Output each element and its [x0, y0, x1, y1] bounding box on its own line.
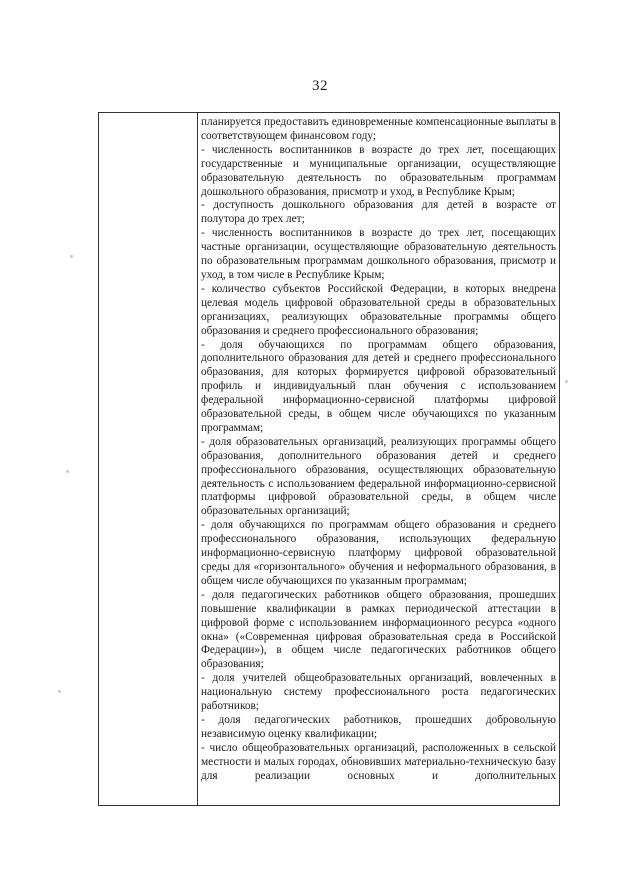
- scan-speck: [58, 690, 61, 693]
- paragraph: - численность воспитанников в возрасте до трех лет, посещающих государственные и муниципальные организации, осуществляющие образовательную деятельность по образовательным программам дошкольного образования, присмотр и уход, в Республике Крым;: [201, 143, 556, 198]
- scan-speck: [66, 470, 69, 473]
- paragraph: - доля педагогических работников, прошедших добровольную независимую оценку квалификации;: [201, 713, 556, 740]
- paragraph: планируется предоставить единовременные компенсационные выплаты в соответствующем финансовом году;: [201, 116, 556, 142]
- paragraph: - количество субъектов Российской Федерации, в которых внедрена целевая модель цифровой образовательной среды в образовательных организациях, реализующих образовательные программы общего образования и среднего профессионального образования;: [201, 282, 556, 337]
- table-right-column: [198, 113, 559, 805]
- paragraph: - доступность дошкольного образования для детей в возрасте от полутора до трех лет;: [201, 199, 556, 226]
- paragraph: - доля обучающихся по программам общего образования и среднего профессионального образования, использующих федеральную информационно-сервисную платформу цифровой образовательной среды для «горизонтального» обучения и неформального образования, в общем числе обучающихся по указанным программам;: [201, 519, 556, 587]
- paragraph: - численность воспитанников в возрасте до трех лет, посещающих частные организации, осуществляющие образовательную деятельность по образовательным программам дошкольного образования, присмотр и уход, в том числе в Республике Крым;: [201, 227, 556, 281]
- scan-speck: [70, 255, 73, 258]
- paragraph: - число общеобразовательных организаций, расположенных в сельской местности и малых городах, обновивших материально-техническую базу для реализации основных и дополнительных: [201, 741, 556, 782]
- content-table: [98, 112, 560, 806]
- paragraph: - доля педагогических работников общего образования, прошедших повышение квалификации в рамках периодической аттестации в цифровой форме с использованием информационного ресурса «одного окна» («Современная цифровая образовательная среда в Российской Федерации»), в общем числе педагогических работников общего образования;: [201, 588, 556, 671]
- table-left-column: [99, 113, 198, 805]
- page-number: 32: [312, 78, 328, 94]
- paragraph: - доля образовательных организаций, реализующих программы общего образования, дополнительного образования детей и среднего профессионального образования, осуществляющих образовательную деятельность с использованием федеральной информационно-сервисной платформы цифровой образовательной среды, в общем числе образовательных организаций;: [201, 435, 556, 518]
- paragraph: - доля обучающихся по программам общего образования, дополнительного образования для детей и среднего профессионального образования, для которых формируется цифровой образовательный профиль и индивидуальный план обучения с использованием федеральной информационно-сервисной платформы цифровой образовательной среды, в общем числе обучающихся по указанным программам;: [201, 338, 556, 434]
- scan-speck: [565, 380, 568, 383]
- paragraph: - доля учителей общеобразовательных организаций, вовлеченных в национальную систему профессионального роста педагогических работников;: [201, 672, 556, 713]
